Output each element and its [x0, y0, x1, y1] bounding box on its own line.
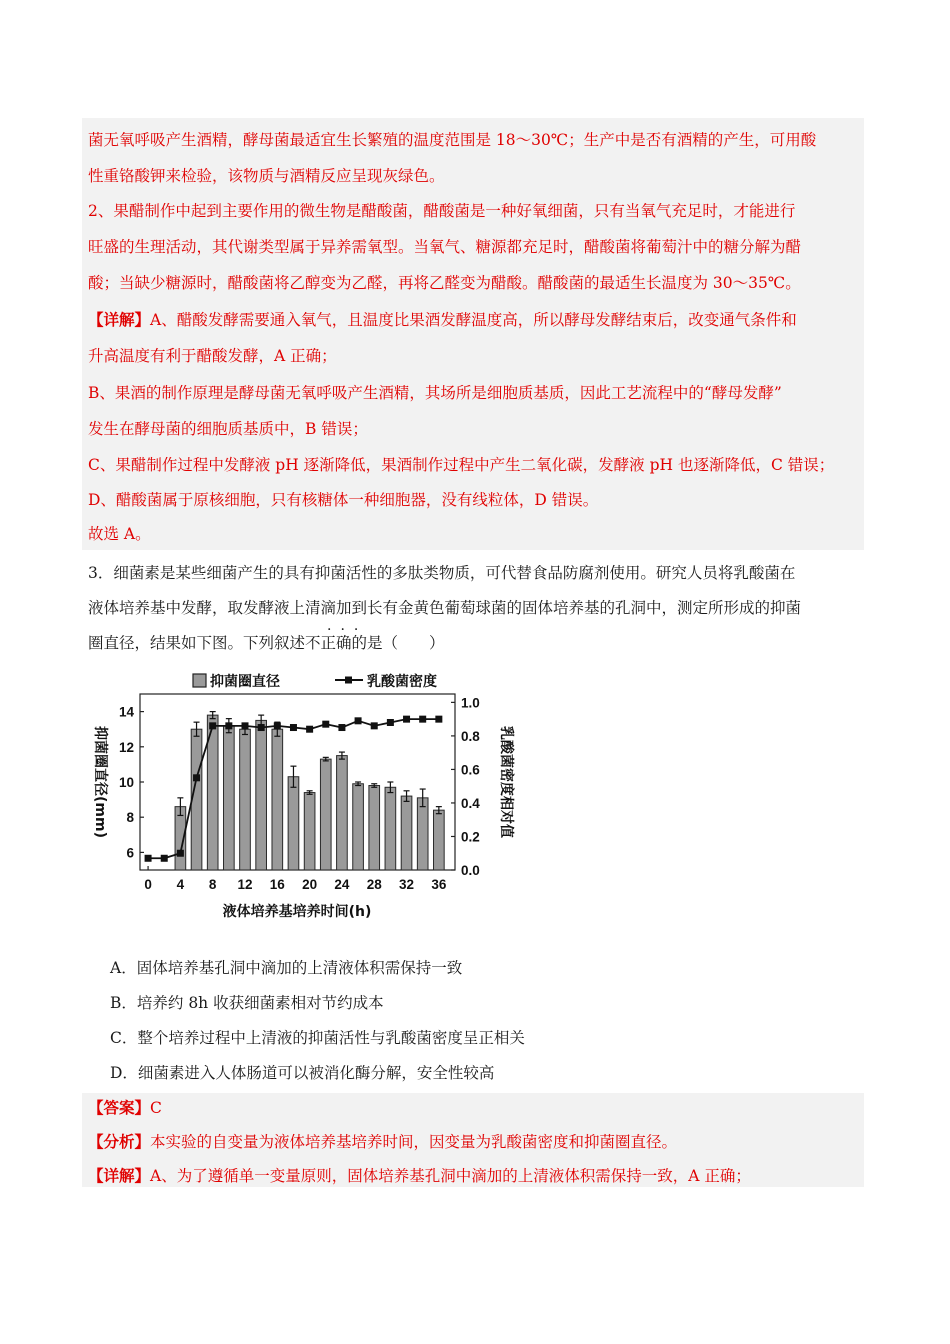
diameter-bar	[369, 786, 380, 870]
question-line: 圈直径，结果如下图。下列叙述不正确的是（ ）	[88, 634, 445, 652]
explanation-line: 升高温度有利于醋酸发酵，A 正确；	[88, 347, 337, 365]
analysis-line	[88, 1132, 677, 1152]
diameter-bar	[353, 784, 364, 870]
option-b[interactable]: B．培养约 8h 收获细菌素相对节约成本	[110, 994, 384, 1012]
legend-line-label: 乳酸菌密度	[367, 674, 437, 690]
analysis-text: 本实验的自变量为液体培养基培养时间，因变量为乳酸菌密度和抑菌圈直径。	[150, 1133, 678, 1151]
x-tick-label: 24	[334, 877, 350, 892]
left-tick-label: 8	[126, 810, 134, 826]
diameter-bar	[304, 793, 315, 870]
explanation-line: 性重铬酸钾来检验，该物质与酒精反应呈现灰绿色。	[88, 167, 445, 185]
detail-text: A、醋酸发酵需要通入氧气，且温度比果酒发酵温度高，所以酵母发酵结束后，改变通气条件和	[150, 311, 797, 329]
detail-text: A、为了遵循单一变量原则，固体培养基孔洞中滴加的上清液体积需保持一致，A 正确；	[150, 1167, 751, 1185]
density-point	[145, 855, 152, 862]
right-tick-label: 0.0	[461, 863, 480, 878]
option-d[interactable]: D．细菌素进入人体肠道可以被消化酶分解，安全性较高	[110, 1064, 495, 1082]
right-axis-label: 乳酸菌密度相对值	[498, 726, 514, 838]
right-tick-label: 0.8	[461, 728, 480, 744]
right-tick-label: 0.2	[461, 829, 480, 845]
explanation-line: B、果酒的制作原理是酵母菌无氧呼吸产生酒精，其场所是细胞质基质，因此工艺流程中的“酵母发酵”	[88, 384, 782, 402]
diameter-bar	[288, 777, 299, 870]
x-tick-label: 8	[208, 877, 217, 892]
left-tick-label: 12	[118, 739, 134, 755]
right-tick-label: 0.4	[461, 795, 480, 811]
option-a[interactable]: A．固体培养基孔洞中滴加的上清液体积需保持一致	[110, 959, 463, 977]
detail-line	[88, 1166, 751, 1186]
legend-bar-label: 抑菌圈直径	[210, 674, 280, 690]
diameter-bar	[224, 726, 235, 870]
x-tick-label: 16	[269, 877, 285, 892]
diameter-bar	[240, 729, 251, 870]
legend-bar-swatch	[193, 674, 206, 687]
explanation-line: 酸；当缺少糖源时，醋酸菌将乙醇变为乙醛，再将乙醛变为醋酸。醋酸菌的最适生长温度为 30～35℃。	[88, 274, 801, 292]
legend	[193, 673, 437, 690]
answer-value: C	[150, 1099, 162, 1117]
explanation-line: 旺盛的生理活动，其代谢类型属于异养需氧型。当氧气、糖源都充足时，醋酸菌将葡萄汁中的糖分解为醋	[88, 238, 802, 256]
analysis-tag: 【分析】	[88, 1132, 151, 1151]
left-tick-label: 10	[118, 775, 134, 790]
density-point	[209, 722, 216, 729]
explanation-line: 菌无氧呼吸产生酒精，酵母菌最适宜生长繁殖的温度范围是 18～30℃；生产中是否有酒精的产生，可用酸	[88, 131, 817, 149]
answer-tag: 【答案】	[88, 1098, 151, 1117]
density-point	[258, 724, 265, 731]
density-point	[177, 850, 184, 857]
left-tick-label: 14	[118, 704, 134, 720]
diameter-bar	[320, 759, 331, 870]
density-point	[242, 722, 249, 729]
density-point	[435, 716, 442, 723]
option-c[interactable]: C．整个培养过程中上清液的抑菌活性与乳酸菌密度呈正相关	[110, 1029, 525, 1047]
x-axis-label: 液体培养基培养时间(h)	[222, 904, 372, 920]
detail-line	[88, 310, 797, 330]
left-axis-label: 抑菌圈直径(mm)	[92, 726, 108, 838]
detail-tag: 【详解】	[88, 310, 151, 329]
diameter-bar	[191, 729, 202, 870]
density-point	[193, 774, 200, 781]
density-point	[161, 855, 168, 862]
density-point	[338, 724, 345, 731]
x-tick-label: 0	[144, 877, 152, 892]
bar-series	[175, 712, 444, 870]
diameter-bar	[256, 720, 267, 870]
detail-tag: 【详解】	[88, 1166, 151, 1185]
diameter-bar	[272, 729, 283, 870]
x-tick-label: 28	[366, 877, 382, 892]
emphasis-dots: ···	[327, 622, 368, 638]
left-tick-label: 6	[126, 845, 134, 861]
diameter-bar	[385, 787, 396, 870]
explanation-line: 发生在酵母菌的细胞质基质中，B 错误；	[88, 420, 368, 438]
density-point	[403, 716, 410, 723]
explanation-line: 故选 A。	[88, 525, 151, 543]
diameter-bar	[401, 796, 412, 870]
x-tick-label: 12	[237, 877, 253, 892]
density-point	[290, 724, 297, 731]
right-tick-label: 0.6	[461, 762, 480, 778]
x-tick-label: 32	[399, 877, 415, 892]
density-point	[274, 722, 281, 729]
density-point	[419, 716, 426, 723]
density-point	[225, 722, 232, 729]
density-point	[306, 726, 313, 733]
x-tick-label: 20	[302, 877, 318, 892]
explanation-line: 2、果醋制作中起到主要作用的微生物是醋酸菌，醋酸菌是一种好氧细菌，只有当氧气充足时，才能进行	[88, 202, 796, 220]
density-point	[322, 721, 329, 728]
question-line: 3．细菌素是某些细菌产生的具有抑菌活性的多肽类物质，可代替食品防腐剂使用。研究人员将乳酸菌在	[88, 564, 796, 582]
bacteriocin-chart	[85, 664, 535, 926]
answer-line	[88, 1098, 162, 1118]
density-point	[387, 719, 394, 726]
diameter-bar	[337, 756, 348, 870]
density-point	[355, 717, 362, 724]
diameter-bar	[434, 810, 445, 870]
question-line: 液体培养基中发酵，取发酵液上清滴加到长有金黄色葡萄球菌的固体培养基的孔洞中，测定所形成的抑菌	[88, 599, 802, 617]
explanation-line: D、醋酸菌属于原核细胞，只有核糖体一种细胞器，没有线粒体，D 错误。	[88, 491, 599, 509]
x-tick-label: 36	[431, 877, 447, 892]
legend-line-marker	[345, 677, 352, 684]
density-point	[371, 722, 378, 729]
right-tick-label: 1.0	[461, 695, 480, 711]
explanation-line: C、果醋制作过程中发酵液 pH 逐渐降低，果酒制作过程中产生二氧化碳，发酵液 pH 也逐渐降低，C 错误；	[88, 456, 835, 474]
x-tick-label: 4	[176, 877, 185, 892]
diameter-bar	[417, 798, 428, 870]
